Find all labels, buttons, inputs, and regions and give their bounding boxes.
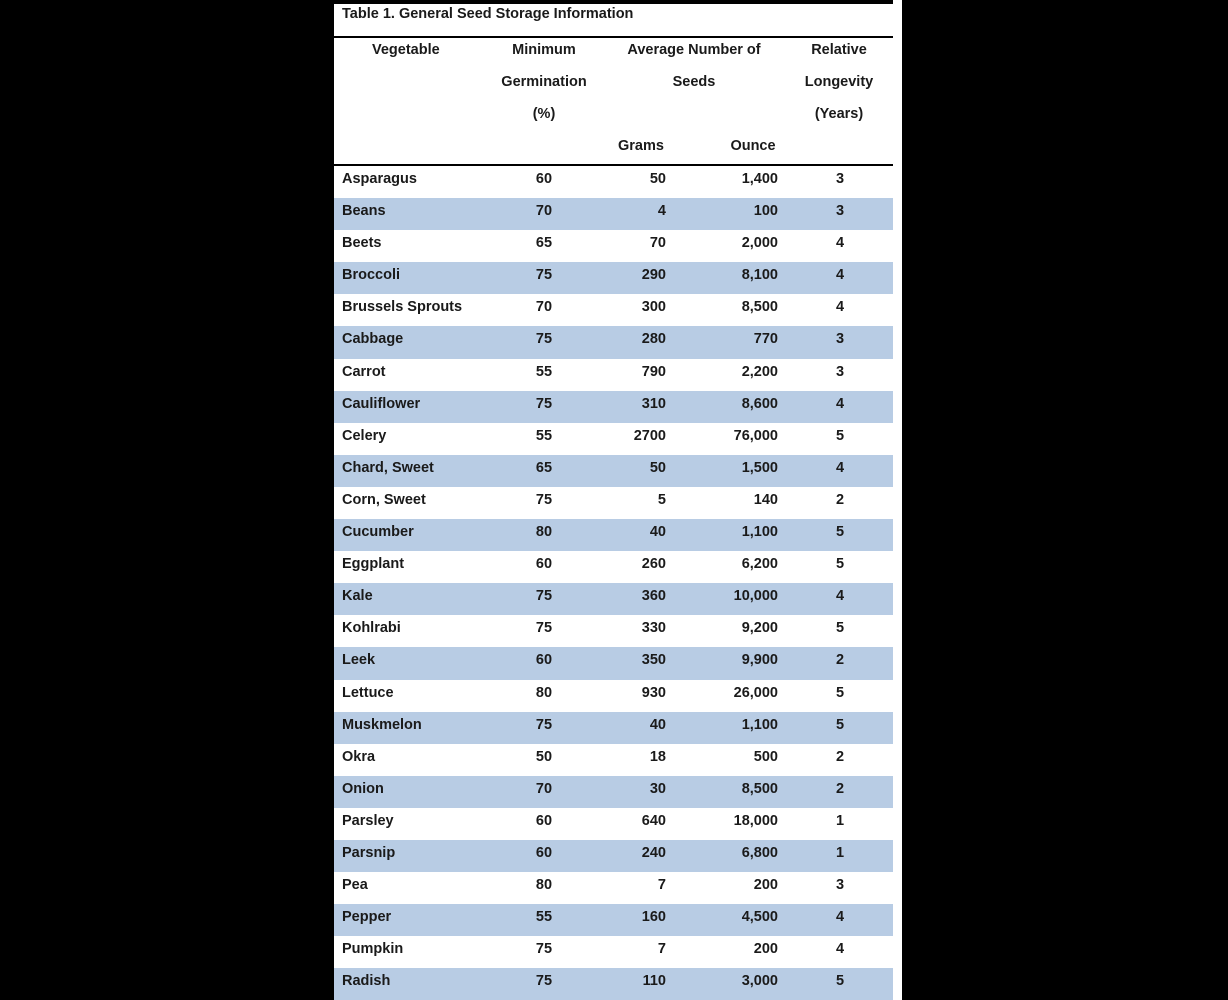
ounce-cell: 1,400 [741, 171, 778, 187]
table-row [334, 808, 893, 840]
vegetable-cell: Leek [342, 652, 376, 669]
header-ounce-label: Ounce [730, 138, 776, 154]
header-ounce [716, 134, 790, 166]
germination-cell: 60 [535, 171, 553, 187]
vegetable-cell: Asparagus [342, 171, 417, 187]
header-vegetable-label: Vegetable [372, 42, 440, 58]
header-germination [494, 38, 594, 134]
germination-cell: 65 [535, 459, 553, 476]
longevity-cell: 4 [835, 909, 845, 926]
table-row [334, 551, 893, 583]
header-seeds [614, 38, 774, 102]
grams-cell: 50 [649, 459, 666, 476]
germination-cell: 80 [535, 524, 553, 541]
vegetable-cell: Broccoli [342, 267, 401, 284]
longevity-cell: 1 [835, 812, 845, 829]
grams-cell: 930 [641, 684, 666, 701]
ounce-cell: 76,000 [733, 427, 778, 444]
longevity-cell: 4 [835, 459, 845, 476]
grams-cell: 2700 [633, 427, 666, 444]
vegetable-cell: Parsnip [342, 844, 396, 861]
table-row [334, 391, 893, 423]
table-row [334, 680, 893, 712]
vegetable-cell: Pea [342, 877, 368, 894]
table-caption: Table 1. General Seed Storage Information [342, 6, 634, 22]
vegetable-cell: Radish [342, 973, 391, 990]
ounce-cell: 8,500 [741, 780, 778, 797]
vegetable-cell: Pumpkin [342, 941, 404, 958]
header-longevity-line-2: Longevity [804, 74, 874, 90]
vegetable-cell: Lettuce [342, 684, 394, 701]
ounce-cell: 18,000 [733, 812, 778, 829]
longevity-cell: 3 [835, 877, 845, 894]
ounce-cell: 500 [753, 748, 778, 765]
ounce-cell: 26,000 [733, 684, 778, 701]
grams-cell: 330 [641, 620, 666, 637]
longevity-cell: 2 [835, 780, 845, 797]
longevity-cell: 2 [835, 491, 845, 508]
vegetable-cell: Chard, Sweet [342, 459, 434, 476]
table-row [334, 936, 893, 968]
table-row [334, 359, 893, 391]
longevity-cell: 5 [835, 556, 845, 573]
ounce-cell: 1,500 [741, 459, 778, 476]
header-grams [604, 134, 678, 166]
grams-cell: 7 [657, 877, 666, 894]
germination-cell: 70 [535, 299, 553, 316]
germination-cell: 75 [535, 716, 553, 733]
table-row [334, 198, 893, 230]
header-longevity-line-3: (Years) [814, 106, 864, 122]
grams-cell: 260 [641, 556, 666, 573]
vegetable-cell: Celery [342, 427, 387, 444]
grams-cell: 240 [641, 844, 666, 861]
grams-cell: 70 [649, 235, 666, 252]
header-germination-line-3: (%) [532, 106, 556, 122]
ounce-cell: 6,200 [741, 556, 778, 573]
ounce-cell: 8,500 [741, 299, 778, 316]
germination-cell: 55 [535, 427, 553, 444]
grams-cell: 40 [649, 524, 666, 541]
vegetable-cell: Muskmelon [342, 716, 422, 733]
header-germination-line-1: Minimum [512, 42, 576, 58]
longevity-cell: 4 [835, 299, 845, 316]
table-row [334, 487, 893, 519]
ounce-cell: 200 [753, 877, 778, 894]
germination-cell: 75 [535, 588, 553, 605]
table-body [334, 166, 893, 1000]
longevity-cell: 3 [835, 331, 845, 348]
grams-cell: 360 [641, 588, 666, 605]
grams-cell: 7 [657, 941, 666, 958]
vegetable-cell: Beets [342, 235, 382, 252]
germination-cell: 60 [535, 844, 553, 861]
vegetable-cell: Okra [342, 748, 376, 765]
grams-cell: 160 [641, 909, 666, 926]
germination-cell: 75 [535, 491, 553, 508]
longevity-cell: 4 [835, 588, 845, 605]
header-seeds-line-2: Seeds [672, 74, 716, 90]
longevity-cell: 3 [835, 203, 845, 220]
grams-cell: 310 [641, 395, 666, 412]
vegetable-cell: Pepper [342, 909, 392, 926]
grams-cell: 280 [641, 331, 666, 348]
germination-cell: 75 [535, 941, 553, 958]
grams-cell: 18 [649, 748, 666, 765]
ounce-cell: 200 [753, 941, 778, 958]
vegetable-cell: Kohlrabi [342, 620, 401, 637]
vegetable-cell: Cabbage [342, 331, 404, 348]
germination-cell: 55 [535, 363, 553, 380]
table-row [334, 166, 893, 198]
vegetable-cell: Brussels Sprouts [342, 299, 463, 316]
ounce-cell: 9,900 [741, 652, 778, 669]
longevity-cell: 5 [835, 716, 845, 733]
vegetable-cell: Kale [342, 588, 373, 605]
table-row [334, 519, 893, 551]
table-row [334, 615, 893, 647]
table-row [334, 872, 893, 904]
ounce-cell: 6,800 [741, 844, 778, 861]
header-vegetable [342, 38, 440, 70]
germination-cell: 75 [535, 331, 553, 348]
ounce-cell: 3,000 [741, 973, 778, 990]
ounce-cell: 2,200 [741, 363, 778, 380]
ounce-cell: 9,200 [741, 620, 778, 637]
ounce-cell: 10,000 [733, 588, 778, 605]
ounce-cell: 100 [753, 203, 778, 220]
table-row [334, 744, 893, 776]
table-row [334, 230, 893, 262]
longevity-cell: 4 [835, 267, 845, 284]
header-grams-label: Grams [618, 138, 664, 154]
ounce-cell: 8,600 [741, 395, 778, 412]
longevity-cell: 3 [835, 171, 845, 187]
ounce-cell: 2,000 [741, 235, 778, 252]
table-row [334, 904, 893, 936]
grams-cell: 30 [649, 780, 666, 797]
table-row [334, 294, 893, 326]
grams-cell: 5 [657, 491, 666, 508]
germination-cell: 65 [535, 235, 553, 252]
table-row [334, 840, 893, 872]
table-row [334, 583, 893, 615]
germination-cell: 70 [535, 203, 553, 220]
header-longevity-line-1: Relative [811, 42, 867, 58]
grams-cell: 50 [649, 171, 666, 187]
ounce-cell: 8,100 [741, 267, 778, 284]
grams-cell: 300 [641, 299, 666, 316]
grams-cell: 290 [641, 267, 666, 284]
longevity-cell: 4 [835, 941, 845, 958]
grams-cell: 350 [641, 652, 666, 669]
table-row [334, 423, 893, 455]
ounce-cell: 4,500 [741, 909, 778, 926]
table-row [334, 776, 893, 808]
germination-cell: 60 [535, 556, 553, 573]
grams-cell: 4 [657, 203, 666, 220]
germination-cell: 60 [535, 812, 553, 829]
top-rule [334, 0, 893, 4]
vegetable-cell: Eggplant [342, 556, 405, 573]
longevity-cell: 5 [835, 427, 845, 444]
germination-cell: 75 [535, 267, 553, 284]
germination-cell: 70 [535, 780, 553, 797]
grams-cell: 790 [641, 363, 666, 380]
vegetable-cell: Onion [342, 780, 384, 797]
germination-cell: 80 [535, 684, 553, 701]
header-germination-line-2: Germination [501, 74, 587, 90]
longevity-cell: 5 [835, 524, 845, 541]
germination-cell: 50 [535, 748, 553, 765]
table-row [334, 712, 893, 744]
vegetable-cell: Corn, Sweet [342, 491, 426, 508]
table-row [334, 262, 893, 294]
ounce-cell: 140 [753, 491, 778, 508]
germination-cell: 75 [535, 620, 553, 637]
vegetable-cell: Beans [342, 203, 386, 220]
ounce-cell: 770 [753, 331, 778, 348]
table-row [334, 455, 893, 487]
longevity-cell: 1 [835, 844, 845, 861]
table-row [334, 647, 893, 679]
germination-cell: 60 [535, 652, 553, 669]
table-row [334, 968, 893, 1000]
longevity-cell: 5 [835, 684, 845, 701]
longevity-cell: 3 [835, 363, 845, 380]
longevity-cell: 5 [835, 620, 845, 637]
longevity-cell: 2 [835, 652, 845, 669]
header-seeds-line-1: Average Number of [627, 42, 761, 58]
germination-cell: 75 [535, 395, 553, 412]
longevity-cell: 4 [835, 235, 845, 252]
vegetable-cell: Cucumber [342, 524, 414, 541]
longevity-cell: 2 [835, 748, 845, 765]
grams-cell: 110 [642, 973, 666, 990]
grams-cell: 40 [649, 716, 666, 733]
longevity-cell: 4 [835, 395, 845, 412]
germination-cell: 75 [535, 973, 553, 990]
vegetable-cell: Cauliflower [342, 395, 421, 412]
vegetable-cell: Carrot [342, 363, 386, 380]
table-row [334, 326, 893, 358]
germination-cell: 55 [535, 909, 553, 926]
header-longevity [796, 38, 882, 134]
document-page [334, 0, 902, 1000]
ounce-cell: 1,100 [741, 716, 778, 733]
ounce-cell: 1,100 [741, 524, 778, 541]
grams-cell: 640 [641, 812, 666, 829]
longevity-cell: 5 [835, 973, 845, 990]
germination-cell: 80 [535, 877, 553, 894]
vegetable-cell: Parsley [342, 812, 394, 829]
